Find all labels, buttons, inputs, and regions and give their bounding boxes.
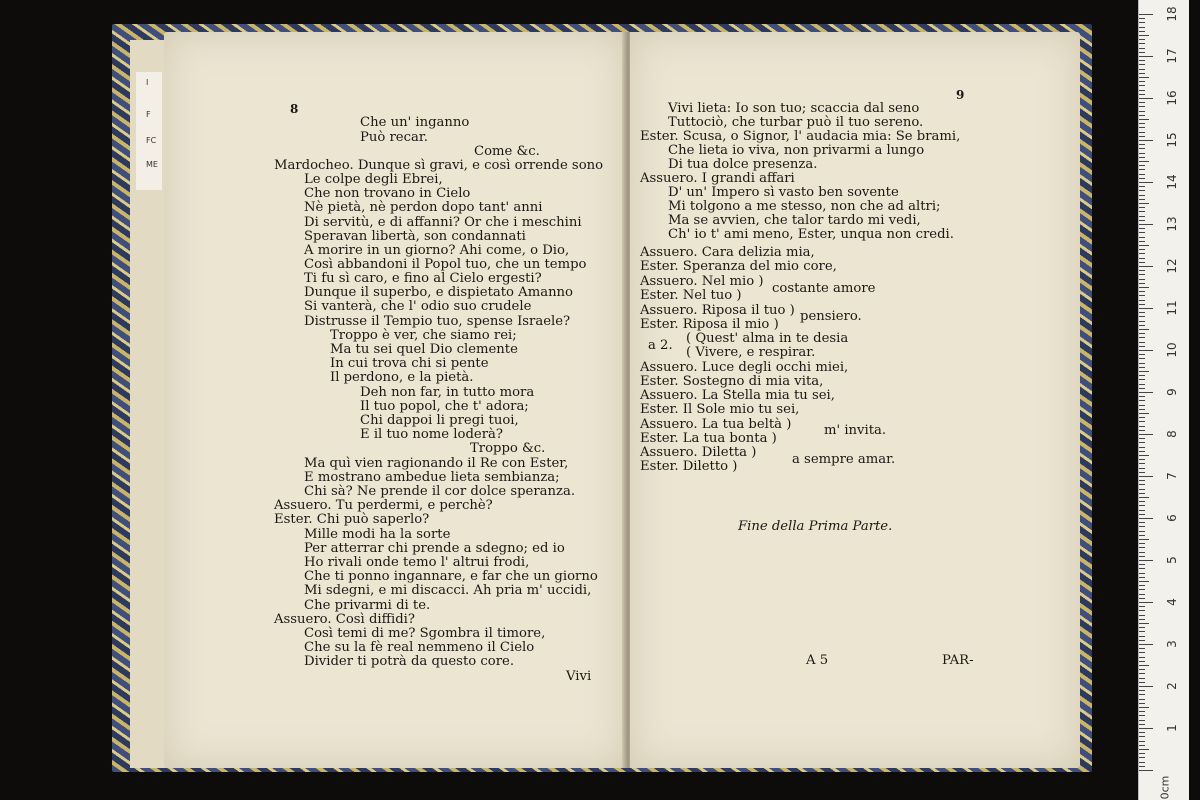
ruler-tick — [1139, 720, 1145, 721]
ruler-tick — [1139, 484, 1145, 485]
ruler-tick — [1139, 316, 1145, 317]
text-line: Che lieta io viva, non privarmi a lungo — [668, 143, 925, 158]
text-line: Così temi di me? Sgombra il timore, — [304, 626, 546, 641]
ruler-tick — [1139, 211, 1145, 212]
text-line: Divider ti potrà da questo core. — [304, 654, 515, 669]
text-line: Ester. Diletto ) — [640, 459, 738, 474]
text-line: Assuero. Tu perdermi, e perchè? — [274, 498, 493, 513]
ruler-tick — [1139, 757, 1145, 758]
ruler-tick — [1139, 224, 1153, 225]
ruler-tick — [1139, 64, 1145, 65]
text-line: Deh non far, in tutto mora — [360, 385, 535, 400]
ruler-tick — [1139, 522, 1145, 523]
text-line: Ester. Speranza del mio core, — [640, 259, 837, 274]
ruler-tick — [1139, 560, 1153, 561]
text-line: Le colpe degli Ebrei, — [304, 172, 443, 187]
ruler-tick — [1139, 18, 1145, 19]
ruler-tick — [1139, 81, 1145, 82]
ruler-tick — [1139, 585, 1145, 586]
ruler-tick — [1139, 127, 1145, 128]
index-tabs — [136, 72, 162, 190]
text-line: Mi tolgono a me stesso, non che ad altri; — [668, 199, 941, 214]
ruler-tick — [1139, 568, 1145, 569]
ruler-tick — [1139, 736, 1145, 737]
ruler-tick — [1139, 682, 1145, 683]
ruler-label: 3 — [1165, 640, 1179, 648]
text-line: E mostrano ambedue lieta sembianza; — [304, 470, 560, 485]
text-line: A morire in un giorno? Ahi come, o Dio, — [304, 243, 570, 258]
text-line: Ester. La tua bonta ) — [640, 431, 777, 446]
text-line: Ester. Nel tuo ) — [640, 288, 742, 303]
ruler-tick — [1139, 220, 1145, 221]
ruler-tick — [1139, 253, 1145, 254]
ruler-label: 2 — [1165, 682, 1179, 690]
ruler-tick — [1139, 741, 1145, 742]
ruler-tick — [1139, 690, 1145, 691]
ruler-label: 7 — [1165, 472, 1179, 480]
text-line: Chi dappoi li pregi tuoi, — [360, 413, 519, 428]
ruler-tick — [1139, 602, 1153, 603]
ruler-tick — [1139, 686, 1153, 687]
ruler-tick — [1139, 732, 1145, 733]
text-line: Per atterrar chi prende a sdegno; ed io — [304, 541, 565, 556]
text-line: Assuero. La tua beltà ) — [640, 417, 792, 432]
ruler-label: 1 — [1165, 724, 1179, 732]
ruler-tick — [1139, 497, 1149, 498]
ruler-label: 5 — [1165, 556, 1179, 564]
ruler-tick — [1139, 148, 1145, 149]
ruler-tick — [1139, 363, 1145, 364]
ruler-tick — [1139, 694, 1145, 695]
ruler-label: 15 — [1165, 132, 1179, 148]
ruler-tick — [1139, 111, 1145, 112]
ruler-tick — [1139, 631, 1145, 632]
text-line: Nè pietà, nè perdon dopo tant' anni — [304, 200, 543, 215]
ruler-tick — [1139, 598, 1145, 599]
ruler-tick — [1139, 371, 1149, 372]
text-line: Di tua dolce presenza. — [668, 157, 818, 172]
text-line: Tuttociò, che turbar può il tuo sereno. — [668, 115, 924, 130]
page-number: 9 — [956, 88, 965, 102]
ruler-tick — [1139, 312, 1145, 313]
ruler-tick — [1139, 476, 1153, 477]
ruler-tick — [1139, 283, 1145, 284]
ruler-tick — [1139, 589, 1145, 590]
ruler-tick — [1139, 132, 1145, 133]
ruler-tick — [1139, 749, 1149, 750]
ruler-tick — [1139, 174, 1145, 175]
ruler-tick — [1139, 434, 1153, 435]
ruler-tick — [1139, 556, 1145, 557]
ruler-tick — [1139, 115, 1145, 116]
ruler-tick — [1139, 552, 1145, 553]
ruler-tick — [1139, 703, 1145, 704]
ruler-tick — [1139, 300, 1145, 301]
ruler-tick — [1139, 157, 1145, 158]
ruler-tick — [1139, 207, 1145, 208]
ruler-tick — [1139, 438, 1145, 439]
ruler-tick — [1139, 762, 1145, 763]
ruler-tick — [1139, 392, 1153, 393]
ruler-tick — [1139, 501, 1145, 502]
ruler-label: 14 — [1165, 174, 1179, 190]
text-line: Come &c. — [474, 144, 540, 159]
ruler-tick — [1139, 665, 1149, 666]
ruler-tick — [1139, 90, 1145, 91]
right-page — [630, 32, 1080, 768]
ruler-tick — [1139, 715, 1145, 716]
text-line: Così abbandoni il Popol tuo, che un tempo — [304, 257, 587, 272]
ruler-tick — [1139, 539, 1149, 540]
ruler-tick — [1139, 518, 1153, 519]
text-line: E il tuo nome loderà? — [360, 427, 503, 442]
ruler-tick — [1139, 606, 1145, 607]
text-line: Distrusse il Tempio tuo, spense Israele? — [304, 314, 571, 329]
text-line: In cui trova chi si pente — [330, 356, 489, 371]
text-line: Speravan libertà, son condannati — [304, 229, 526, 244]
ruler-tick — [1139, 594, 1145, 595]
ruler-tick — [1139, 379, 1145, 380]
ruler-unit: 0cm — [1158, 775, 1172, 800]
ruler-tick — [1139, 358, 1145, 359]
ruler-tick — [1139, 610, 1145, 611]
ruler-tick — [1139, 169, 1145, 170]
ruler-tick — [1139, 43, 1145, 44]
ruler-tick — [1139, 711, 1145, 712]
ruler-tick — [1139, 245, 1149, 246]
ruler-tick — [1139, 232, 1145, 233]
ruler-tick — [1139, 35, 1149, 36]
text-line: Ester. Chi può saperlo? — [274, 512, 430, 527]
page-number: 8 — [290, 102, 299, 116]
ruler-tick — [1139, 354, 1145, 355]
ruler-tick — [1139, 325, 1145, 326]
ruler-tick — [1139, 22, 1145, 23]
ruler-tick — [1139, 140, 1153, 141]
ruler-label: 10 — [1165, 342, 1179, 358]
ruler-tick — [1139, 144, 1145, 145]
ruler-tick — [1139, 384, 1145, 385]
text-line: Ester. Scusa, o Signor, l' audacia mia: Se brami, — [640, 129, 961, 144]
ruler-tick — [1139, 106, 1145, 107]
text-line: Vivi lieta: Io son tuo; scaccia dal seno — [668, 101, 920, 116]
ruler-tick — [1139, 77, 1149, 78]
text-line: Che ti ponno ingannare, e far che un giorno — [304, 569, 598, 584]
ruler-tick — [1139, 405, 1145, 406]
ruler-tick — [1139, 581, 1149, 582]
ruler-tick — [1139, 745, 1145, 746]
ruler-tick — [1139, 669, 1145, 670]
ruler-tick — [1139, 237, 1145, 238]
catchword: PAR- — [942, 653, 974, 668]
ruler-tick — [1139, 304, 1145, 305]
text-line: Ma se avvien, che talor tardo mi vedi, — [668, 213, 921, 228]
text-line: Assuero. La Stella mia tu sei, — [640, 388, 835, 403]
text-line: Ti fu sì caro, e fino al Cielo ergesti? — [304, 271, 542, 286]
left-page — [164, 32, 626, 768]
ruler-tick — [1139, 342, 1145, 343]
ruler-tick — [1139, 308, 1153, 309]
ruler-tick — [1139, 526, 1145, 527]
ruler-tick — [1139, 274, 1145, 275]
ruler-tick — [1139, 14, 1153, 15]
text-line: Ch' io t' ami meno, Ester, unqua non credi. — [668, 227, 954, 242]
ruler-label: 17 — [1165, 48, 1179, 64]
ruler-tick — [1139, 346, 1145, 347]
ruler-tick — [1139, 514, 1145, 515]
text-line: Può recar. — [360, 130, 428, 145]
ruler-tick — [1139, 195, 1145, 196]
ruler-tick — [1139, 493, 1145, 494]
ruler-tick — [1139, 182, 1153, 183]
ruler-tick — [1139, 48, 1145, 49]
text-line: Ester. Sostegno di mia vita, — [640, 374, 824, 389]
text-line: Si vanterà, che l' odio suo crudele — [304, 299, 532, 314]
ruler-tick — [1139, 678, 1145, 679]
ruler-tick — [1139, 640, 1145, 641]
ruler-tick — [1139, 203, 1149, 204]
catchword: Vivi — [566, 669, 592, 684]
text-line: costante amore — [772, 281, 876, 296]
text-line: ( Quest' alma in te desia — [686, 331, 849, 346]
ruler-tick — [1139, 119, 1149, 120]
ruler-tick — [1139, 396, 1145, 397]
ruler-label: 9 — [1165, 388, 1179, 396]
ruler-label: 8 — [1165, 430, 1179, 438]
ruler-tick — [1139, 753, 1145, 754]
ruler-label: 18 — [1165, 6, 1179, 22]
ruler-tick — [1139, 505, 1145, 506]
ruler-tick — [1139, 728, 1153, 729]
text-line: Che privarmi di te. — [304, 598, 431, 613]
text-line: Mille modi ha la sorte — [304, 527, 451, 542]
ruler-tick — [1139, 400, 1145, 401]
ruler-tick — [1139, 426, 1145, 427]
ruler-tick — [1139, 661, 1145, 662]
ruler-tick — [1139, 724, 1145, 725]
ruler-tick — [1139, 535, 1145, 536]
text-line: Il tuo popol, che t' adora; — [360, 399, 529, 414]
ruler-label: 13 — [1165, 216, 1179, 232]
ruler-tick — [1139, 39, 1145, 40]
ruler-label: 12 — [1165, 258, 1179, 274]
text-line: pensiero. — [800, 309, 862, 324]
ruler-tick — [1139, 657, 1145, 658]
ruler-tick — [1139, 673, 1145, 674]
ruler-tick — [1139, 564, 1145, 565]
text-line: Mardocheo. Dunque sì gravi, e così orrende sono — [274, 158, 604, 173]
ruler-tick — [1139, 98, 1153, 99]
ruler-tick — [1139, 60, 1145, 61]
ruler-tick — [1139, 367, 1145, 368]
ruler-tick — [1139, 161, 1149, 162]
ruler-tick — [1139, 136, 1145, 137]
ruler-tick — [1139, 56, 1153, 57]
ruler-tick — [1139, 190, 1145, 191]
ruler-label: 4 — [1165, 598, 1179, 606]
ruler-tick — [1139, 329, 1149, 330]
text-line: Troppo è ver, che siamo rei; — [330, 328, 517, 343]
ruler-tick — [1139, 770, 1153, 771]
ruler-label: 16 — [1165, 90, 1179, 106]
ruler-tick — [1139, 375, 1145, 376]
ruler-tick — [1139, 178, 1145, 179]
text-line: Che un' inganno — [360, 115, 470, 130]
ruler-tick — [1139, 73, 1145, 74]
ruler-tick — [1139, 489, 1145, 490]
text-line: Che su la fè real nemmeno il Cielo — [304, 640, 535, 655]
ruler-tick — [1139, 270, 1145, 271]
tab-label: I — [146, 78, 149, 87]
tab-label: FC — [146, 136, 157, 145]
ruler-tick — [1139, 459, 1145, 460]
text-line: Assuero. Riposa il tuo ) — [640, 303, 795, 318]
ruler-tick — [1139, 31, 1145, 32]
ruler-tick — [1139, 321, 1145, 322]
text-line: Ma quì vien ragionando il Re con Ester, — [304, 456, 569, 471]
text-line: m' invita. — [824, 423, 887, 438]
ruler-tick — [1139, 644, 1153, 645]
ruler-tick — [1139, 295, 1145, 296]
ruler-tick — [1139, 409, 1145, 410]
ruler-tick — [1139, 463, 1145, 464]
ruler-tick — [1139, 228, 1145, 229]
ruler-tick — [1139, 707, 1149, 708]
ruler-tick — [1139, 480, 1145, 481]
ruler-tick — [1139, 619, 1145, 620]
ruler-tick — [1139, 451, 1145, 452]
ruler-tick — [1139, 547, 1145, 548]
text-line: Il perdono, e la pietà. — [330, 370, 474, 385]
ruler-tick — [1139, 94, 1145, 95]
signature-mark: A 5 — [806, 653, 829, 668]
tab-label: F — [146, 110, 151, 119]
ruler-tick — [1139, 350, 1153, 351]
text-line: Ester. Riposa il mio ) — [640, 317, 779, 332]
ruler-tick — [1139, 421, 1145, 422]
ruler-tick — [1139, 413, 1149, 414]
ruler-tick — [1139, 287, 1149, 288]
ruler-tick — [1139, 241, 1145, 242]
text-line: Assuero. Cara delizia mia, — [640, 245, 815, 260]
ruler-tick — [1139, 472, 1145, 473]
text-line: a sempre amar. — [792, 452, 896, 467]
ruler-tick — [1139, 85, 1145, 86]
ruler-tick — [1139, 279, 1145, 280]
ruler-tick — [1139, 186, 1145, 187]
text-line: Assuero. I grandi affari — [640, 171, 795, 186]
text-line: Ho rivali onde temo l' altrui frodi, — [304, 555, 530, 570]
ruler-tick — [1139, 123, 1145, 124]
ruler-tick — [1139, 510, 1145, 511]
ruler-tick — [1139, 627, 1145, 628]
ruler-tick — [1139, 249, 1145, 250]
ruler-label: 6 — [1165, 514, 1179, 522]
ruler-tick — [1139, 266, 1153, 267]
text-line: Troppo &c. — [470, 441, 546, 456]
ruler-tick — [1139, 52, 1145, 53]
ruler-tick — [1139, 615, 1145, 616]
ruler-tick — [1139, 468, 1145, 469]
ruler-tick — [1139, 199, 1145, 200]
text-line: Di servitù, e di affanni? Or che i meschini — [304, 215, 582, 230]
ruler-tick — [1139, 27, 1145, 28]
text-line: Assuero. Così diffidi? — [274, 612, 415, 627]
measuring-ruler — [1138, 0, 1189, 800]
ruler-tick — [1139, 543, 1145, 544]
ruler-tick — [1139, 291, 1145, 292]
ruler-tick — [1139, 699, 1145, 700]
ruler-tick — [1139, 262, 1145, 263]
ruler-tick — [1139, 648, 1145, 649]
part-end-text: Fine della Prima Parte. — [738, 519, 893, 534]
ruler-tick — [1139, 623, 1149, 624]
text-line: D' un' Impero sì vasto ben sovente — [668, 185, 899, 200]
text-line: Assuero. Diletta ) — [640, 445, 757, 460]
text-line: Ester. Il Sole mio tu sei, — [640, 402, 800, 417]
text-line: Assuero. Nel mio ) — [640, 274, 764, 289]
ruler-label: 11 — [1165, 300, 1179, 316]
ruler-tick — [1139, 333, 1145, 334]
text-line: Dunque il superbo, e dispietato Amanno — [304, 285, 573, 300]
ruler-tick — [1139, 442, 1145, 443]
ruler-tick — [1139, 258, 1145, 259]
text-line: Mi sdegni, e mi discacci. Ah pria m' uccidi, — [304, 583, 592, 598]
ruler-tick — [1139, 69, 1145, 70]
text-line: Chi sà? Ne prende il cor dolce speranza. — [304, 484, 576, 499]
text-line: Che non trovano in Cielo — [304, 186, 471, 201]
ruler-tick — [1139, 430, 1145, 431]
ruler-tick — [1139, 652, 1145, 653]
ruler-tick — [1139, 388, 1145, 389]
ruler-tick — [1139, 216, 1145, 217]
ruler-tick — [1139, 165, 1145, 166]
ruler-tick — [1139, 417, 1145, 418]
ruler-tick — [1139, 153, 1145, 154]
text-line: Assuero. Luce degli occhi miei, — [640, 360, 849, 375]
ruler-tick — [1139, 531, 1145, 532]
text-line: a 2. — [648, 338, 673, 353]
ruler-tick — [1139, 577, 1145, 578]
ruler-tick — [1139, 337, 1145, 338]
ruler-tick — [1139, 766, 1145, 767]
text-line: Ma tu sei quel Dio clemente — [330, 342, 518, 357]
ruler-tick — [1139, 447, 1145, 448]
ruler-tick — [1139, 102, 1145, 103]
ruler-tick — [1139, 573, 1145, 574]
tab-label: ME — [146, 160, 158, 169]
ruler-tick — [1139, 455, 1149, 456]
ruler-tick — [1139, 636, 1145, 637]
text-line: ( Vivere, e respirar. — [686, 345, 816, 360]
